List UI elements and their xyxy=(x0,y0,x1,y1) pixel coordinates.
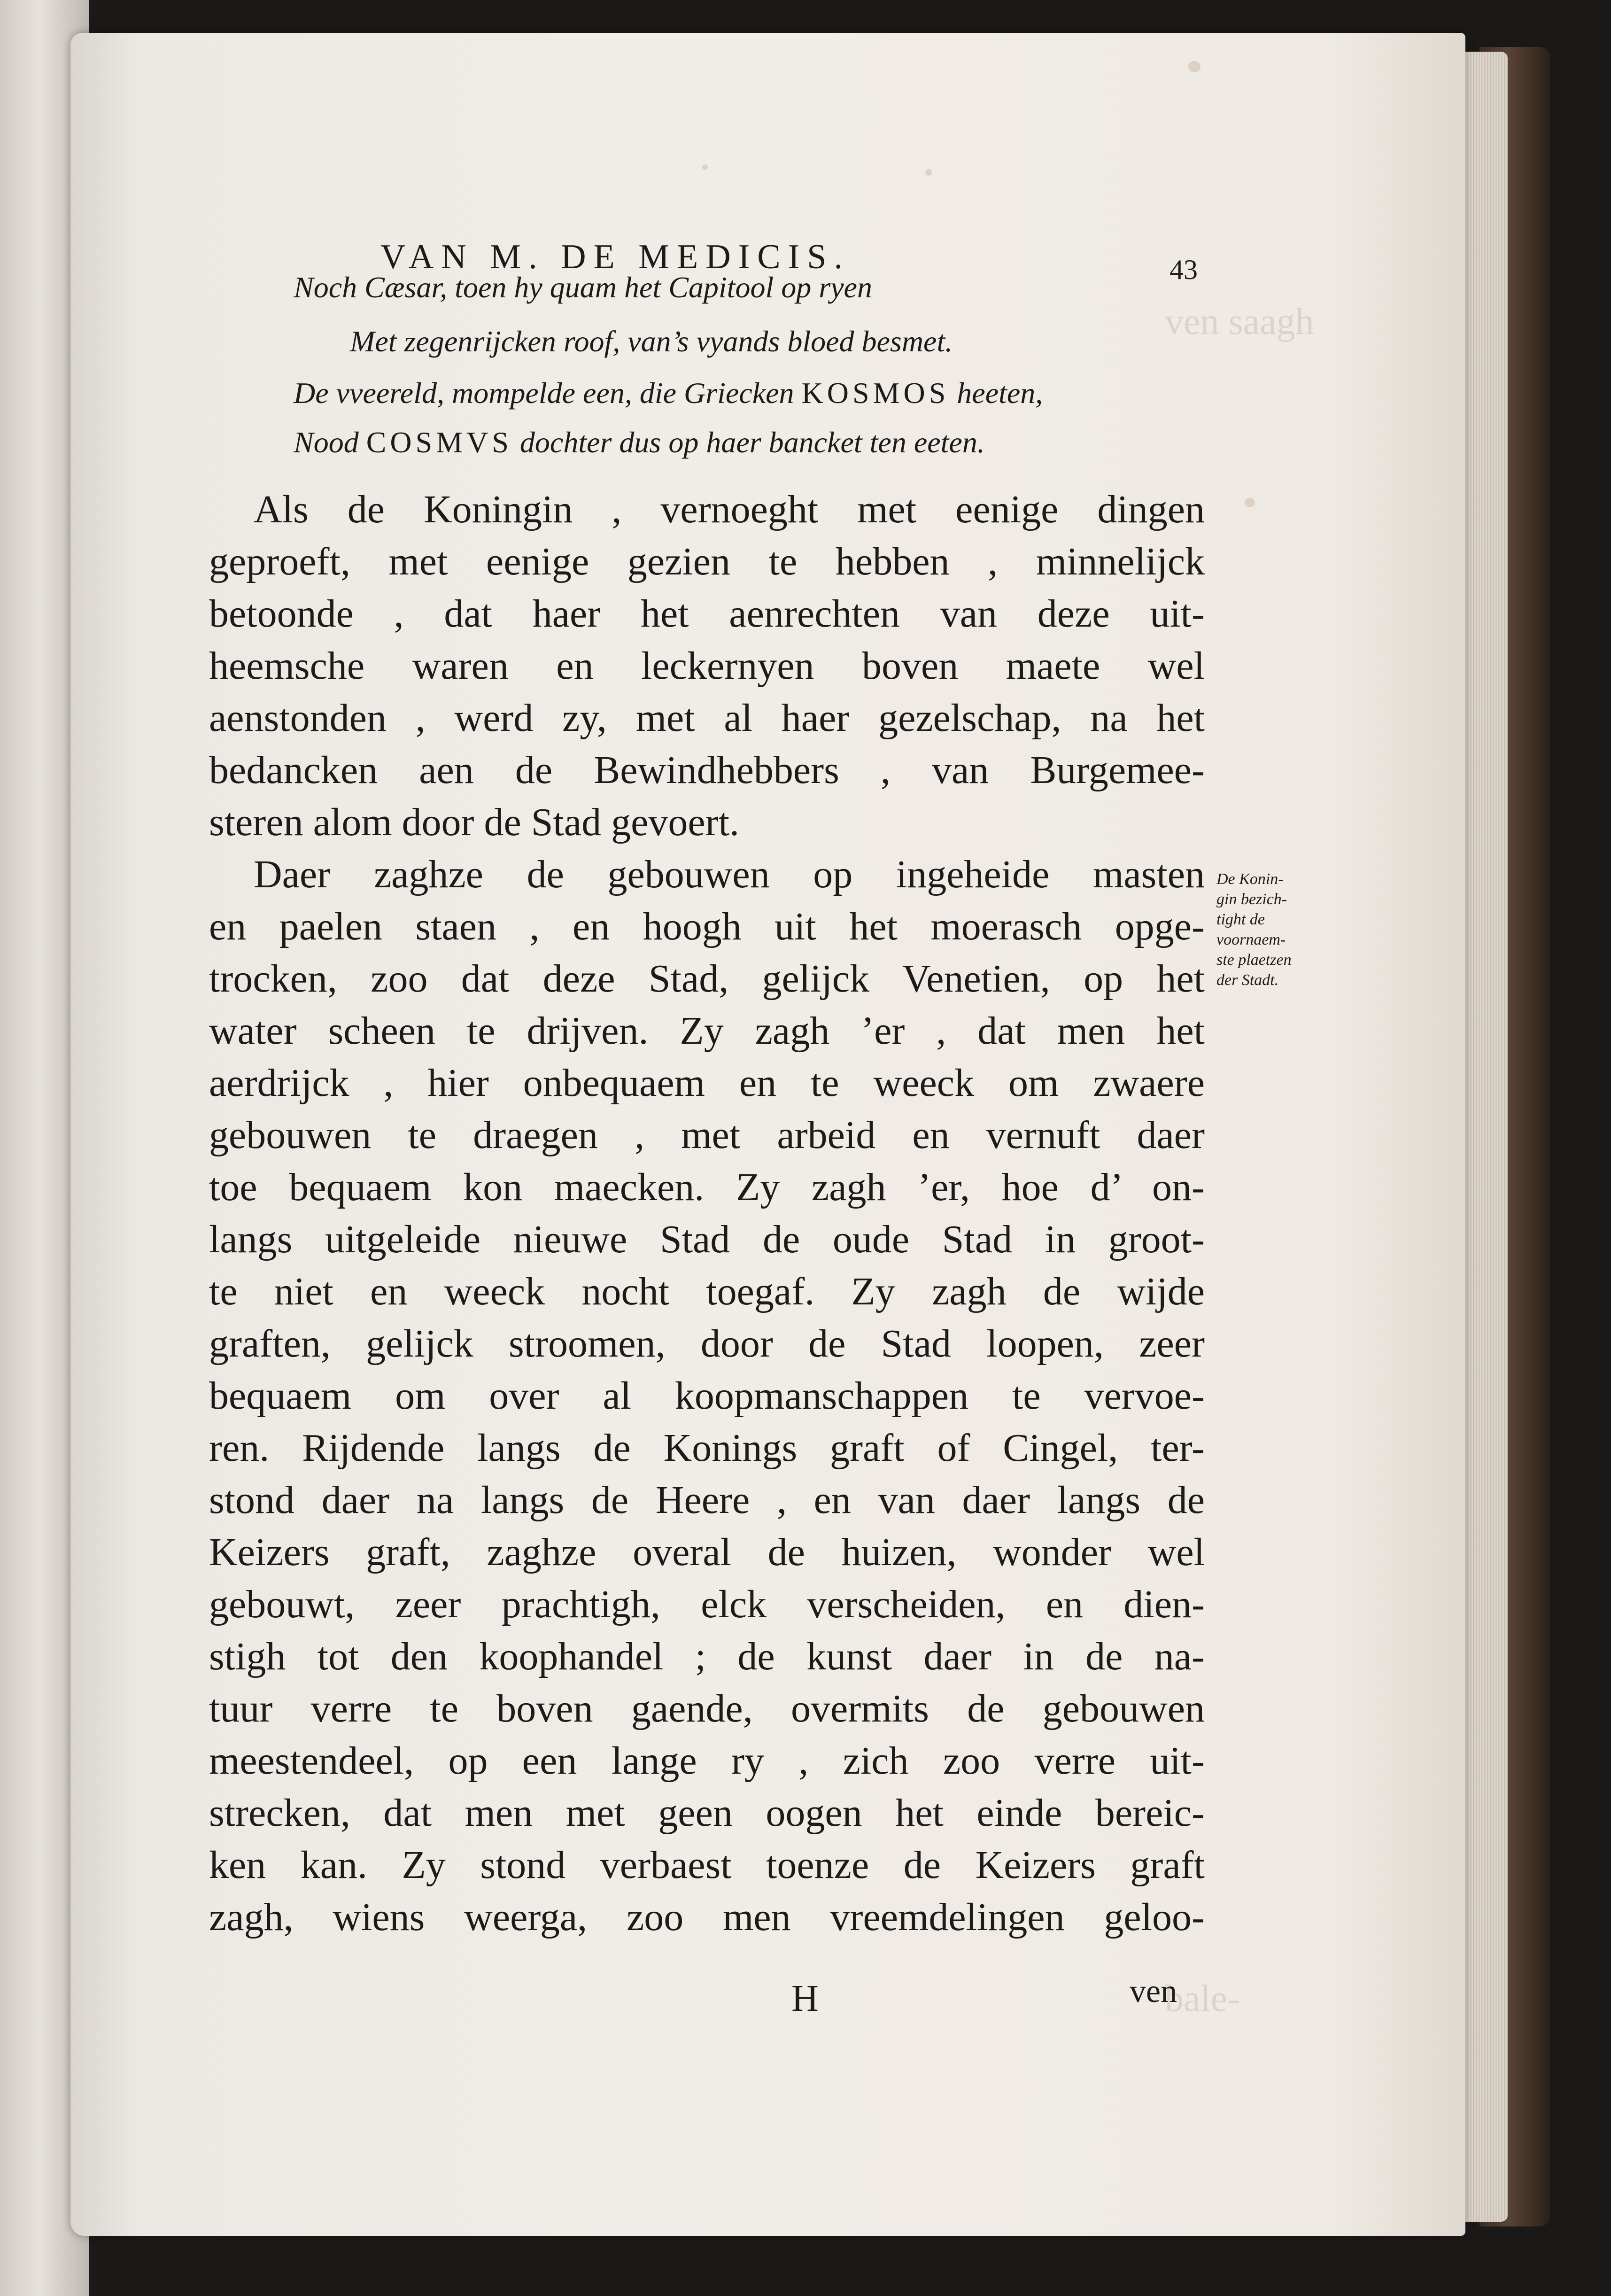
body-line: steren alom door de Stad gevoert. xyxy=(209,800,739,844)
body-line: te niet en weeck nocht toegaf. Zy zagh de wijde xyxy=(209,1270,1205,1313)
body-line: aerdrijck , hier onbequaem en te weeck om zwaere xyxy=(209,1061,1205,1105)
body-line: ren. Rijdende langs de Konings graft of Cingel, ter- xyxy=(209,1426,1205,1470)
body-line: en paelen staen , en hoogh uit het moerasch opge- xyxy=(209,905,1205,948)
verse-small-caps: KOSMOS xyxy=(801,376,950,410)
page-number: 43 xyxy=(1170,254,1198,285)
body-line: strecken, dat men met geen oogen het einde bereic- xyxy=(209,1791,1205,1835)
body-line: betoonde , dat haer het aenrechten van deze uit- xyxy=(209,592,1205,636)
verse-line xyxy=(294,425,985,460)
verse-text: De vveereld, mompelde een, die Griecken xyxy=(294,376,802,410)
marginal-note xyxy=(1216,869,1315,990)
running-head: VAN M. DE MEDICIS. xyxy=(380,238,850,276)
verse-text: Met zegenrijcken roof, van’s vyands bloed besmet. xyxy=(350,325,953,358)
body-line: langs uitgeleide nieuwe Stad de oude Stad in groot- xyxy=(209,1218,1205,1261)
body-line: aenstonden , werd zy, met al haer gezelschap, na het xyxy=(209,696,1205,740)
show-through-text: bale- xyxy=(1165,1978,1240,2019)
body-line: bedancken aen de Bewindhebbers , van Burgemee- xyxy=(209,748,1205,792)
body-line: gebouwen te draegen , met arbeid en vernuft daer xyxy=(209,1113,1205,1157)
foxing-spot xyxy=(702,164,708,170)
body-line: ken kan. Zy stond verbaest toenze de Keizers graft xyxy=(209,1843,1205,1887)
verse-text: dochter dus op haer bancket ten eeten. xyxy=(512,426,985,459)
verse-text: Noch Cæsar, toen hy quam het Capitool op ryen xyxy=(294,271,872,304)
body-line: graften, gelijck stroomen, door de Stad loopen, zeer xyxy=(209,1322,1205,1365)
body-line: Als de Koningin , vernoeght met eenige dingen xyxy=(254,488,1205,531)
verse-line xyxy=(294,376,1043,411)
foxing-spot xyxy=(1245,498,1255,507)
body-line: trocken, zoo dat deze Stad, gelijck Venetien, op het xyxy=(209,957,1205,1001)
marginal-note-line: ste plaetzen xyxy=(1216,951,1292,969)
body-line: water scheen te drijven. Zy zagh ’er , dat men het xyxy=(209,1009,1205,1053)
body-line: stigh tot den koophandel ; de kunst daer in de na- xyxy=(209,1635,1205,1678)
marginal-note-line: De Konin- xyxy=(1216,870,1284,888)
body-line: zagh, wiens weerga, zoo men vreemdelingen geloo- xyxy=(209,1895,1205,1939)
body-line: geproeft, met eenige gezien te hebben , minnelijck xyxy=(209,540,1205,583)
verse-text: heeten, xyxy=(949,376,1043,410)
marginal-note-line: tight de xyxy=(1216,911,1265,928)
body-line: bequaem om over al koopmanschappen te vervoe- xyxy=(209,1374,1205,1418)
body-line: toe bequaem kon maecken. Zy zagh ’er, hoe d’ on- xyxy=(209,1165,1205,1209)
body-line: heemsche waren en leckernyen boven maete wel xyxy=(209,644,1205,688)
catchword: ven xyxy=(1130,1973,1177,2009)
show-through-text: ven saagh xyxy=(1165,301,1314,342)
verse-line xyxy=(294,270,872,305)
marginal-note-line: der Stadt. xyxy=(1216,971,1279,989)
signature-mark: H xyxy=(791,1978,819,2019)
body-line: Keizers graft, zaghze overal de huizen, wonder wel xyxy=(209,1530,1205,1574)
verse-text: Nood xyxy=(294,426,366,459)
body-line: tuur verre te boven gaende, overmits de gebouwen xyxy=(209,1687,1205,1730)
verse-line xyxy=(350,324,953,359)
marginal-note-line: voornaem- xyxy=(1216,931,1286,948)
foxing-spot xyxy=(1188,61,1201,72)
verse-small-caps: COSMVS xyxy=(366,426,512,459)
body-line: Daer zaghze de gebouwen op ingeheide masten xyxy=(254,853,1205,896)
body-line: stond daer na langs de Heere , en van daer langs de xyxy=(209,1478,1205,1522)
foxing-spot xyxy=(925,169,932,176)
body-line: gebouwt, zeer prachtigh, elck verscheiden, en dien- xyxy=(209,1582,1205,1626)
body-line: meestendeel, op een lange ry , zich zoo verre uit- xyxy=(209,1739,1205,1783)
marginal-note-line: gin bezich- xyxy=(1216,891,1287,908)
